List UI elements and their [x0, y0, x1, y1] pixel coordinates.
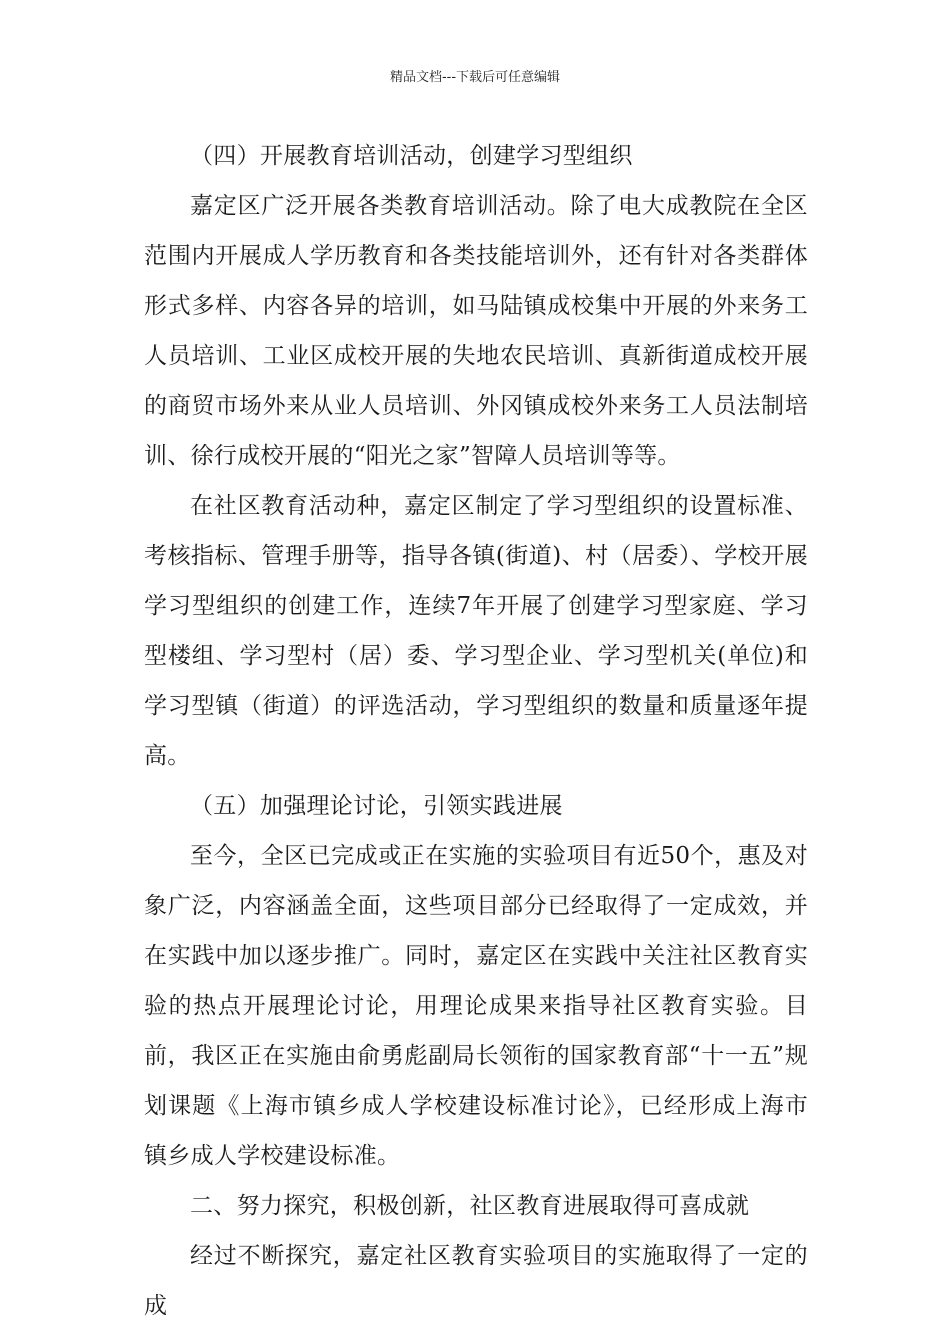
section-heading-4: （四）开展教育培训活动，创建学习型组织	[190, 143, 633, 169]
paragraph-achievement: 经过不断探究，嘉定社区教育实验项目的实施取得了一定的成	[144, 1243, 808, 1319]
paragraph-training: 嘉定区广泛开展各类教育培训活动。除了电大成教院在全区范围内开展成人学历教育和各类技能培训外，还有针对各类群体形式多样、内容各异的培训，如马陆镇成校集中开展的外来务工人员培训、工业区成校开展的失地农民培训、真新街道成校开展的商贸市场外来从业人员培训、外冈镇成校外来务工人员法制培训、徐行成校开展的“阳光之家”智障人员培训等等。	[144, 193, 808, 469]
page-header: 精品文档---下载后可任意编辑	[389, 70, 561, 85]
paragraph-learning-organization: 在社区教育活动种，嘉定区制定了学习型组织的设置标准、考核指标、管理手册等，指导各镇(街道)、村（居委）、学校开展学习型组织的创建工作，连续7年开展了创建学习型家庭、学习型楼组、学习型村（居）委、学习型企业、学习型机关(单位)和学习型镇（街道）的评选活动，学习型组织的数量和质量逐年提高。	[144, 493, 808, 769]
document-body	[144, 131, 808, 1331]
section-heading-5: （五）加强理论讨论，引领实践进展	[190, 793, 563, 819]
paragraph-theory: 至今，全区已完成或正在实施的实验项目有近50个，惠及对象广泛，内容涵盖全面，这些项目部分已经取得了一定成效，并在实践中加以逐步推广。同时，嘉定区在实践中关注社区教育实验的热点开展理论讨论，用理论成果来指导社区教育实验。目前，我区正在实施由俞勇彪副局长领衔的国家教育部“十一五”规划课题《上海市镇乡成人学校建设标准讨论》，已经形成上海市镇乡成人学校建设标准。	[144, 843, 808, 1169]
section-heading-2: 二、努力探究，积极创新，社区教育进展取得可喜成就	[190, 1193, 750, 1219]
